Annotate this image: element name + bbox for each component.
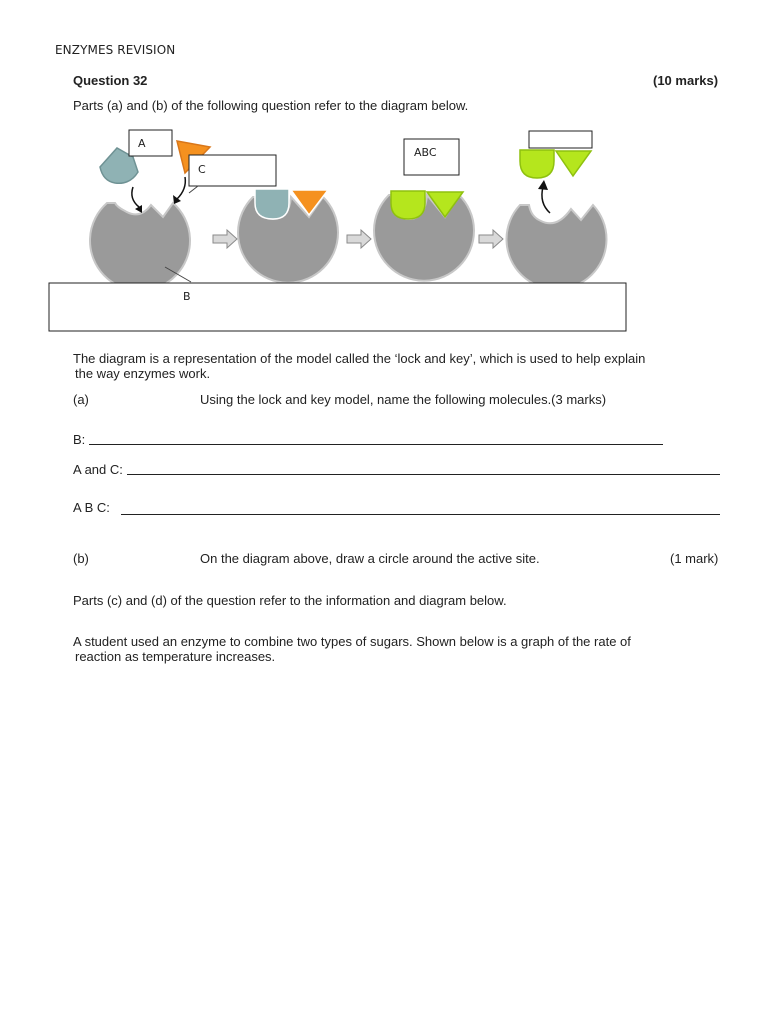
- pointer-c: [189, 186, 198, 193]
- step-arrow-3: [479, 230, 503, 248]
- product-released-c: [556, 151, 591, 176]
- label-box-b: [49, 283, 626, 331]
- student-line-1: A student used an enzyme to combine two types of sugars. Shown below is a graph of the rate of: [73, 634, 631, 649]
- label-b: B: [183, 290, 191, 303]
- part-b-label: (b): [73, 551, 89, 566]
- answer-ac-line[interactable]: [127, 474, 720, 475]
- step-arrow-1: [213, 230, 237, 248]
- parts-cd-text: Parts (c) and (d) of the question refer to the information and diagram below.: [73, 593, 507, 608]
- lock-and-key-diagram: [45, 125, 665, 340]
- student-line-2: reaction as temperature increases.: [75, 649, 276, 664]
- enzyme-4: [507, 205, 607, 289]
- description-line-1: The diagram is a representation of the model called the ‘lock and key’, which is used to help explain: [73, 351, 646, 366]
- part-a-text: Using the lock and key model, name the following molecules.(3 marks): [200, 392, 607, 407]
- page-header: ENZYMES REVISION: [55, 43, 176, 57]
- product-released-a: [520, 150, 554, 178]
- description-line-2: the way enzymes work.: [75, 366, 211, 381]
- release-arrow: [542, 187, 550, 213]
- part-b-marks: (1 mark): [670, 551, 719, 566]
- product-bound-a: [391, 191, 425, 219]
- answer-abc-line[interactable]: [121, 514, 720, 515]
- release-arrowhead: [538, 180, 548, 190]
- answer-b-line[interactable]: [89, 444, 663, 445]
- answer-b-label: B:: [73, 432, 86, 447]
- part-b-text: On the diagram above, draw a circle around the active site.: [200, 551, 540, 566]
- intro-text: Parts (a) and (b) of the following question refer to the diagram below.: [73, 98, 469, 113]
- answer-abc-label: A B C:: [73, 500, 110, 515]
- curved-arrow-c: [177, 177, 185, 199]
- label-c: C: [198, 163, 206, 176]
- substrate-a-bound: [255, 189, 289, 219]
- answer-ac-label: A and C:: [73, 462, 123, 477]
- question-marks: (10 marks): [653, 73, 719, 88]
- step-arrow-2: [347, 230, 371, 248]
- label-box-a: [129, 130, 172, 156]
- curved-arrow-a: [132, 187, 139, 207]
- question-title: Question 32: [73, 73, 148, 88]
- enzyme-1: [90, 203, 190, 291]
- label-box-empty: [529, 131, 592, 148]
- part-a-label: (a): [73, 392, 89, 407]
- label-a: A: [138, 137, 146, 150]
- label-abc: ABC: [414, 146, 437, 159]
